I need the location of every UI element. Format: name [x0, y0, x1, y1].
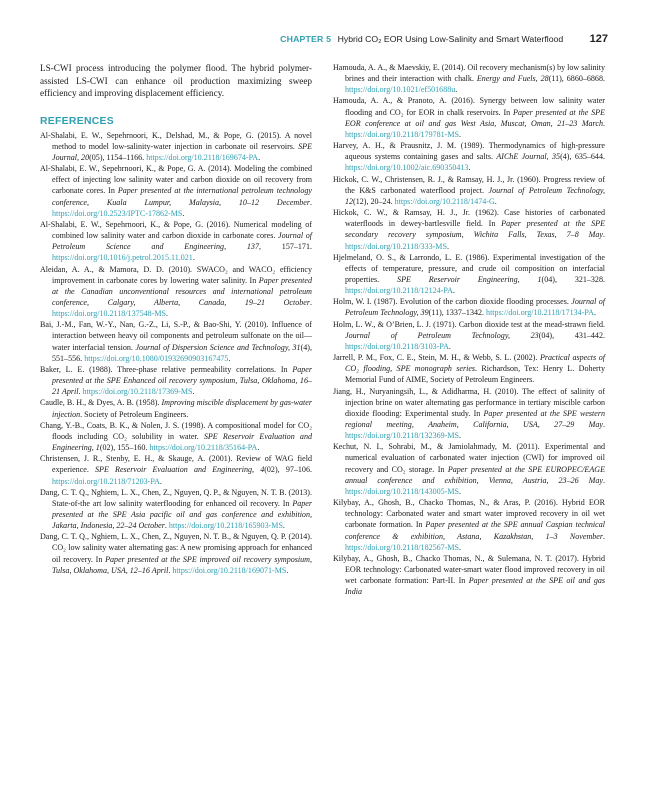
reference-entry: [333, 140, 605, 173]
reference-end: .: [159, 476, 162, 486]
reference-details: .: [602, 118, 605, 128]
reference-entry: [40, 453, 312, 486]
reference-entry: [40, 130, 312, 163]
reference-text: Hickok, C. W., & Ramsay, H. J., Jr. (1962). Case histories of carbonated waterfloods in dewey-bartlesville field. In: [333, 208, 605, 229]
references-list-left: [40, 130, 312, 576]
reference-end: .: [192, 253, 195, 263]
reference-end: .: [459, 542, 462, 552]
reference-details: .: [309, 298, 312, 307]
reference-entry: [333, 62, 605, 95]
references-heading: REFERENCES: [40, 115, 115, 127]
reference-details: (02), 155–160.: [99, 443, 150, 453]
reference-details: (4), 635–644.: [560, 152, 605, 162]
reference-text: Kechut, N. I., Sohrabi, M., & Jamiolahmady, M. (2011). Experimental and numerical evaluation of carbonated water injection (CWI) for improved oil recovery and CO₂ storage. In: [333, 442, 605, 474]
reference-details: (04), 431–442.: [538, 330, 605, 340]
reference-end: .: [228, 353, 231, 363]
reference-source: Journal of Petroleum Science and Engineering, 137: [52, 231, 312, 252]
reference-source: SPE Reservoir Engineering, 1: [397, 274, 542, 284]
reference-details: .: [602, 230, 605, 240]
reference-doi-link[interactable]: https://doi.org/10.2118/182567-MS: [345, 542, 460, 552]
reference-source: Improving miscible displacement by gas-water injection: [52, 398, 312, 419]
reference-end: .: [282, 521, 285, 531]
reference-doi-link[interactable]: https://doi.org/10.2523/IPTC-17862-MS: [52, 208, 183, 218]
reference-end: .: [258, 152, 261, 162]
reference-source: SPE Journal, 20: [52, 141, 312, 162]
reference-entry: [40, 487, 312, 532]
reference-text: Jarrell, P. M., Fox, C. E., Stein, M. H., & Webb, S. L. (2002).: [333, 353, 540, 363]
reference-details: . Richardson, Tex: Henry L. Doherty Memorial Fund of AIME, Society of Petroleum Engineers.: [345, 364, 605, 385]
reference-source: SPE Reservoir Evaluation and Engineering, 1: [52, 431, 313, 453]
reference-doi-link[interactable]: https://doi.org/10.2118/1474-G: [394, 196, 495, 206]
page-number: 127: [589, 33, 608, 45]
reference-text: Al-Shalabi, E. W., Sepehrnoori, K., & Pope, G. A. (2014). Modeling the combined effect of injecting low salinity water and carbon dioxide on oil recovery from carbonate cores. In: [40, 164, 312, 196]
reference-doi-link[interactable]: https://doi.org/10.2118/137548-MS: [52, 309, 167, 319]
reference-entry: [333, 252, 605, 297]
reference-text: Al-Shalabi, E. W., Sepehrnoori, K., & Pope, G. (2016). Numerical modeling of combined low salinity water and carbon dioxide in carbonate cores.: [40, 219, 312, 241]
reference-text: Hickok, C. W., Christensen, R. J., & Ramsay, H. J., Jr. (1960). Progress review of the K&S carbonated waterflood project.: [333, 174, 605, 195]
reference-text: Kilybay, A., Ghosh, B., Chacko Thomas, N., & Aras, P. (2016). Hybrid EOR technology: Carbonated water and smart water improved recovery in oil wet carbonate formation. In: [333, 498, 605, 530]
reference-entry: [333, 352, 605, 385]
reference-doi-link[interactable]: https://doi.org/10.2118/3103-PA: [345, 341, 449, 351]
reference-end: .: [182, 208, 185, 218]
reference-text: Hamouda, A. A., & Maevskiy, E. (2014). Oil recovery mechanism(s) by low salinity brines and their interaction with chalk.: [333, 63, 605, 84]
reference-doi-link[interactable]: https://doi.org/10.2118/132369-MS: [345, 431, 460, 441]
reference-entry: [333, 497, 605, 553]
reference-doi-link[interactable]: https://doi.org/10.2118/71203-PA: [52, 476, 160, 486]
reference-entry: [40, 531, 312, 576]
reference-source: Journal of Petroleum Technology, 12: [345, 185, 605, 206]
reference-details: (4), 551–556.: [52, 342, 312, 363]
reference-text: Chang, Y.-B., Coats, B. K., & Nolen, J. S. (1998). A compositional model for CO₂ floods including CO₂ solubility in water.: [40, 420, 312, 441]
reference-entry: [333, 319, 605, 352]
reference-entry: [40, 319, 312, 364]
chapter-label: CHAPTER 5: [280, 34, 332, 44]
reference-entry: [40, 219, 312, 264]
reference-source: Paper presented at the SPE EOR conference at oil and gas West Asia, Muscat, Oman, 21–23 March: [345, 107, 605, 128]
reference-entry: [40, 163, 312, 219]
reference-details: (05), 1154–1166.: [89, 152, 147, 162]
reference-source: Paper presented at the SPE annual Caspian technical conference & exhibition, Astana, Kazakhstan, 1–3 November: [345, 520, 605, 541]
reference-text: Baker, L. E. (1988). Three-phase relative permeability correlations. In: [40, 364, 293, 374]
reference-doi-link[interactable]: https://doi.org/10.2118/165903-MS: [168, 521, 283, 531]
reference-source: Journal of Petroleum Technology, 39: [345, 297, 605, 318]
reference-doi-link[interactable]: https://doi.org/10.2118/179781-MS: [345, 129, 460, 139]
reference-end: .: [459, 486, 462, 496]
reference-doi-link[interactable]: https://doi.org/10.2118/12124-PA: [345, 286, 453, 296]
reference-details: .: [168, 565, 173, 575]
reference-end: .: [494, 196, 497, 206]
reference-end: .: [257, 443, 260, 453]
reference-source: Paper presented at the SPE oil and gas India: [345, 576, 606, 597]
reference-text: Kilybay, A., Ghosh, B., Chacko Thomas, N., & Sulemana, N. T. (2017). Hybrid EOR technology: Carbonated water-smart water flood improved recovery in oil wet carbonate formation: Part-II. In: [333, 553, 605, 586]
reference-source: Paper presented at the SPE western regional meeting, Anaheim, California, USA, 27–29 May: [345, 408, 605, 429]
reference-text: Hjelmeland, O. S., & Larrondo, L. E. (1986). Experimental investigation of the effects of temperature, pressure, and crude oil composition on interfacial properties.: [333, 252, 605, 284]
reference-source: Paper presented at the SPE Enhanced oil recovery symposium, Tulsa, Oklahoma, 16–21 April: [52, 364, 312, 397]
reference-doi-link[interactable]: https://doi.org/10.2118/35164-PA: [149, 443, 258, 453]
reference-doi-link[interactable]: https://doi.org/10.2118/17369-MS: [82, 387, 193, 397]
intro-paragraph: LS-CWI process introducing the polymer flood. The hybrid polymer-assisted LS-CWI can enhance oil production maximizing sweep efficiency and improving displacement efficiency.: [40, 63, 312, 98]
reference-entry: [333, 553, 605, 598]
reference-text: Holm, L. W., & O’Brien, L. J. (1971). Carbon dioxide test at the mead-strawn field.: [333, 319, 605, 329]
reference-source: Paper presented at the Canadian unconventional resources and international petroleum conference, Calgary, Alberta, Canada, 19–21 October: [52, 275, 312, 307]
reference-details: . Society of Petroleum Engineers.: [80, 409, 189, 419]
reference-end: .: [459, 129, 462, 139]
reference-text: Jiang, H., Nuryaningsih, L., & Adidharma, H. (2010). The effect of salinity of injection brine on water alternating gas performance in tertiary miscible carbon dioxide flooding: Experimental study. In: [333, 386, 605, 418]
reference-end: .: [448, 341, 451, 351]
reference-source: Energy and Fuels, 28: [476, 74, 549, 84]
reference-end: .: [446, 241, 449, 251]
reference-details: .: [602, 531, 605, 541]
reference-doi-link[interactable]: https://doi.org/10.1016/j.petrol.2015.11.021: [52, 253, 193, 263]
reference-details: .: [309, 197, 312, 207]
reference-source: Paper presented at the SPE Asia pacific oil and gas conference and exhibition, Jakarta, Indonesia, 22–24 October: [52, 498, 312, 531]
reference-text: Bai, J.-M., Fan, W.-Y., Nan, G.-Z., Li, S.-P., & Bao-Shi, Y. (2010). Influence of interaction between heavy oil components and petroleum sulfonate on the oil—water interfacial tension.: [40, 320, 312, 352]
reference-doi-link[interactable]: https://doi.org/10.2118/333-MS: [345, 241, 447, 251]
reference-doi-link[interactable]: https://doi.org/10.2118/169674-PA: [146, 152, 259, 162]
running-header: [40, 33, 608, 49]
reference-doi-link[interactable]: https://doi.org/10.1021/ef501688u: [345, 85, 456, 95]
reference-doi-link[interactable]: https://doi.org/10.1002/aic.690350413: [345, 163, 469, 173]
reference-end: .: [166, 309, 169, 319]
reference-end: .: [593, 308, 596, 318]
reference-source: Paper presented at the SPE improved oil recovery symposium, Tulsa, Oklahoma, USA, 12–16 April: [52, 554, 312, 575]
reference-doi-link[interactable]: https://doi.org/10.2118/143005-MS: [345, 486, 460, 496]
reference-end: .: [459, 431, 462, 441]
reference-source: Paper presented at the SPE secondary recovery symposium, Wichita Falls, Texas, 7–8 May: [345, 219, 605, 240]
reference-details: (11), 6860–6868.: [548, 74, 605, 84]
right-column: [333, 62, 605, 598]
reference-text: Dang, C. T. Q., Nghiem, L. X., Chen, Z., Nguyen, N. T. B., & Nguyen, Q. P. (2014). CO₂ low salinity water alternating gas: A new promising approach for enhanced oil recovery. In: [40, 532, 312, 564]
reference-source: Journal of Petroleum Technology, 23: [345, 330, 539, 340]
reference-entry: [333, 95, 605, 140]
reference-doi-link[interactable]: https://doi.org/10.2118/169071-MS: [172, 565, 287, 575]
reference-details: .: [602, 420, 605, 429]
reference-text: Christensen, J. R., Stenby, E. H., & Skauge, A. (2001). Review of WAG field experience.: [40, 454, 312, 475]
reference-entry: [40, 264, 312, 320]
reference-source: Practical aspects of CO₂ flooding, SPE monograph series: [345, 353, 605, 374]
reference-text: Dang, C. T. Q., Nghiem, L. X., Chen, Z., Nguyen, Q. P., & Nguyen, N. T. B. (2013). State-of-the art low salinity waterflooding for enhanced oil recovery. In: [40, 487, 312, 508]
reference-entry: [40, 420, 312, 453]
reference-end: .: [192, 387, 195, 397]
left-column: [40, 62, 312, 576]
reference-entry: [40, 397, 312, 419]
reference-end: .: [468, 163, 471, 173]
reference-source: Journal of Dispersion Science and Technology, 31: [135, 342, 301, 352]
reference-entry: [333, 207, 605, 252]
reference-entry: [40, 364, 312, 397]
reference-source: SPE Reservoir Evaluation and Engineering, 4: [95, 465, 265, 475]
reference-entry: [333, 174, 605, 207]
reference-entry: [333, 296, 605, 318]
reference-source: Paper presented at the SPE EUROPEC/EAGE annual conference and exhibition, Vienna, Austria, 23–26 May: [345, 464, 605, 485]
reference-end: .: [286, 565, 289, 575]
reference-text: Holm, W. I. (1987). Evolution of the carbon dioxide flooding processes.: [333, 297, 572, 307]
reference-source: Paper presented at the international petroleum technology conference, Kuala Lumpur, Malaysia, 10–12 December: [52, 186, 312, 207]
reference-entry: [333, 386, 605, 442]
reference-source: AIChE Journal, 35: [496, 152, 561, 162]
reference-text: Caudle, B. H., & Dyes, A. B. (1958).: [40, 398, 162, 408]
references-list-right: [333, 62, 605, 598]
reference-details: .: [164, 521, 169, 531]
reference-details: (12), 20–24.: [353, 196, 395, 206]
reference-details: , 157–171.: [258, 242, 312, 252]
reference-entry: [333, 441, 605, 497]
reference-text: Harvey, A. H., & Prausnitz, J. M. (1989). Thermodynamics of high-pressure aqueous systems containing gases and salts.: [333, 141, 605, 162]
reference-details: (04), 321–328.: [541, 274, 605, 284]
reference-text: Hamouda, A. A., & Pranoto, A. (2016). Synergy between low salinity water flooding and CO₂ for EOR in chalk reservoirs. In: [333, 96, 605, 117]
reference-end: .: [452, 286, 455, 296]
reference-details: .: [78, 387, 83, 397]
reference-details: (02), 97–106.: [264, 465, 312, 475]
reference-end: .: [455, 85, 458, 95]
reference-doi-link[interactable]: https://doi.org/10.2118/17134-PA: [486, 308, 594, 318]
reference-text: Al-Shalabi, E. W., Sepehrnoori, K., Delshad, M., & Pope, G. (2015). A novel method to model low-salinity-water injection in carbonate oil reservoirs.: [40, 130, 312, 151]
reference-details: .: [602, 475, 605, 485]
reference-text: Aleidan, A. A., & Mamora, D. D. (2010). SWACO₂ and WACO₂ efficiency improvement in carbonate cores by lowering water salinity. In: [40, 264, 312, 285]
chapter-title: Hybrid CO₂ EOR Using Low-Salinity and Smart Waterflood: [337, 34, 564, 44]
reference-doi-link[interactable]: https://doi.org/10.1080/01932690903167475: [84, 353, 229, 363]
reference-details: (11), 1337–1342.: [428, 308, 487, 318]
